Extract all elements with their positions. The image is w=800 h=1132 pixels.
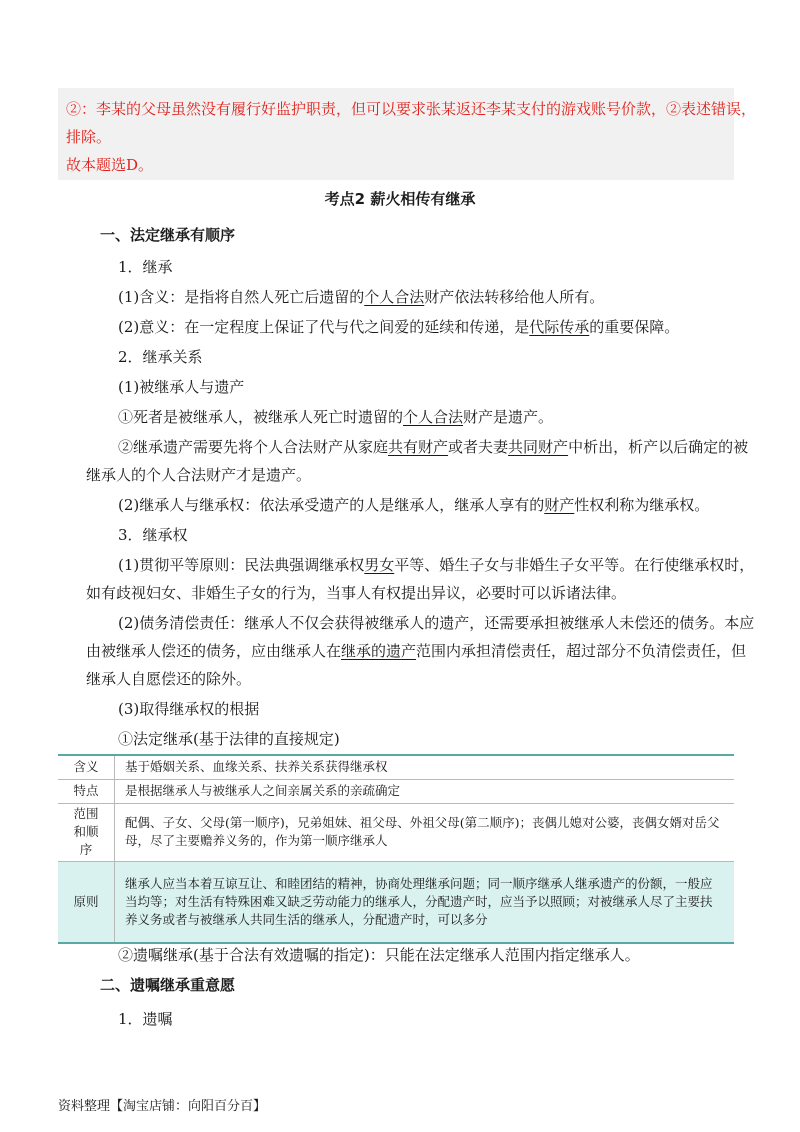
paragraph: [118, 554, 754, 576]
value-text: 继承人应当本着互谅互让、和睦团结的精神，协商处理继承问题；同一顺序继承人继承遗产的份额，一般应当均等；对生活有特殊困难又缺乏劳动能力的继承人，分配遗产时，应当予以照顾；对被继承人尽了主要扶养义务或者与被继承人共同生活的继承人，分配遗产时，可以多分: [125, 875, 713, 927]
paragraph: 3．继承权: [118, 526, 188, 544]
text: ②继承遗产需要先将个人合法财产从家庭: [118, 438, 389, 456]
text: 平等、婚生子女与非婚生子女平等。在行使继承权时，: [394, 556, 755, 574]
paragraph: 1．遗嘱: [118, 1010, 173, 1028]
row-value: 是根据继承人与被继承人之间亲属关系的亲疏确定: [115, 779, 735, 803]
row-value: [115, 861, 735, 943]
paragraph: [118, 436, 748, 458]
heading-statutory-inheritance: 一、法定继承有顺序: [100, 226, 236, 244]
table-row: [58, 861, 734, 943]
section-title: 考点2 薪火相传有继承: [324, 190, 476, 208]
paragraph: ①法定继承(基于法律的直接规定): [118, 730, 340, 748]
paragraph-continuation: 继承人自愿偿还的除外。: [86, 670, 252, 688]
text: (2)意义：在一定程度上保证了代与代之间爱的延续和传递，是: [118, 318, 530, 336]
text: (1)贯彻平等原则：民法典强调继承权: [118, 556, 365, 574]
text: 财产依法转移给他人所有。: [424, 288, 605, 306]
paragraph-continuation: 继承人的个人合法财产才是遗产。: [86, 466, 312, 484]
answer-line-2: 排除。: [66, 128, 112, 146]
paragraph: (1)被继承人与遗产: [118, 378, 245, 396]
table-row: [58, 755, 734, 779]
underlined-term: 财产: [544, 496, 575, 514]
row-label: 含义: [58, 755, 115, 779]
underlined-term: 代际传承: [529, 318, 590, 336]
paragraph-significance: [118, 316, 679, 338]
text: 的重要保障。: [589, 318, 680, 336]
paragraph-meaning: [118, 286, 604, 308]
paragraph: ②遗嘱继承(基于合法有效遗嘱的指定)：只能在法定继承人范围内指定继承人。: [118, 946, 640, 964]
row-label: 原则: [58, 861, 115, 943]
underlined-term: 个人合法: [403, 408, 464, 426]
underlined-term: 继承的遗产: [341, 642, 417, 660]
text: 或者夫妻: [448, 438, 509, 456]
paragraph: 2．继承关系: [118, 348, 203, 366]
text: 中析出，析产以后确定的被: [568, 438, 749, 456]
paragraph-continuation: [86, 640, 746, 662]
answer-conclusion: 故本题选D。: [66, 156, 154, 174]
label-text: 范围和顺序: [73, 806, 99, 857]
paragraph: [118, 494, 709, 516]
underlined-term: 男女: [364, 556, 395, 574]
underlined-term: 个人合法: [364, 288, 425, 306]
text: ①死者是被继承人，被继承人死亡时遗留的: [118, 408, 404, 426]
text: (1)含义：是指将自然人死亡后遗留的: [118, 288, 365, 306]
paragraph: [118, 406, 553, 428]
value-text: 配偶、子女、父母(第一顺序)，兄弟姐妹、祖父母、外祖父母(第二顺序)；丧偶儿媳对公婆，丧偶女婿对岳父母，尽了主要赡养义务的，作为第一顺序继承人: [125, 815, 720, 848]
text: 范围内承担清偿责任，超过部分不负清偿责任，但: [416, 642, 747, 660]
footer-source: 资料整理【淘宝店铺：向阳百分百】: [58, 1099, 267, 1114]
text: 由被继承人偿还的债务，应由继承人在: [86, 642, 342, 660]
underlined-term: 共同财产: [508, 438, 569, 456]
answer-line-1: ②：李某的父母虽然没有履行好监护职责，但可以要求张某返还李某支付的游戏账号价款，②表述错误，: [66, 100, 757, 118]
text: 财产是遗产。: [463, 408, 554, 426]
row-label: [58, 803, 115, 861]
table-row: [58, 779, 734, 803]
paragraph: (2)债务清偿责任：继承人不仅会获得被继承人的遗产，还需要承担被继承人未偿还的债务。本应: [118, 614, 755, 632]
row-value: [115, 803, 735, 861]
paragraph: 1．继承: [118, 258, 173, 276]
text: (2)继承人与继承权：依法承受遗产的人是继承人，继承人享有的: [118, 496, 545, 514]
row-value: 基于婚姻关系、血缘关系、扶养关系获得继承权: [115, 755, 735, 779]
statutory-inheritance-table: [58, 754, 734, 944]
paragraph-continuation: 如有歧视妇女、非婚生子女的行为，当事人有权提出异议，必要时可以诉诸法律。: [86, 584, 627, 602]
heading-will-inheritance: 二、遗嘱继承重意愿: [100, 976, 236, 994]
paragraph: (3)取得继承权的根据: [118, 700, 260, 718]
table-row: [58, 803, 734, 861]
underlined-term: 共有财产: [388, 438, 449, 456]
text: 性权利称为继承权。: [574, 496, 710, 514]
row-label: 特点: [58, 779, 115, 803]
